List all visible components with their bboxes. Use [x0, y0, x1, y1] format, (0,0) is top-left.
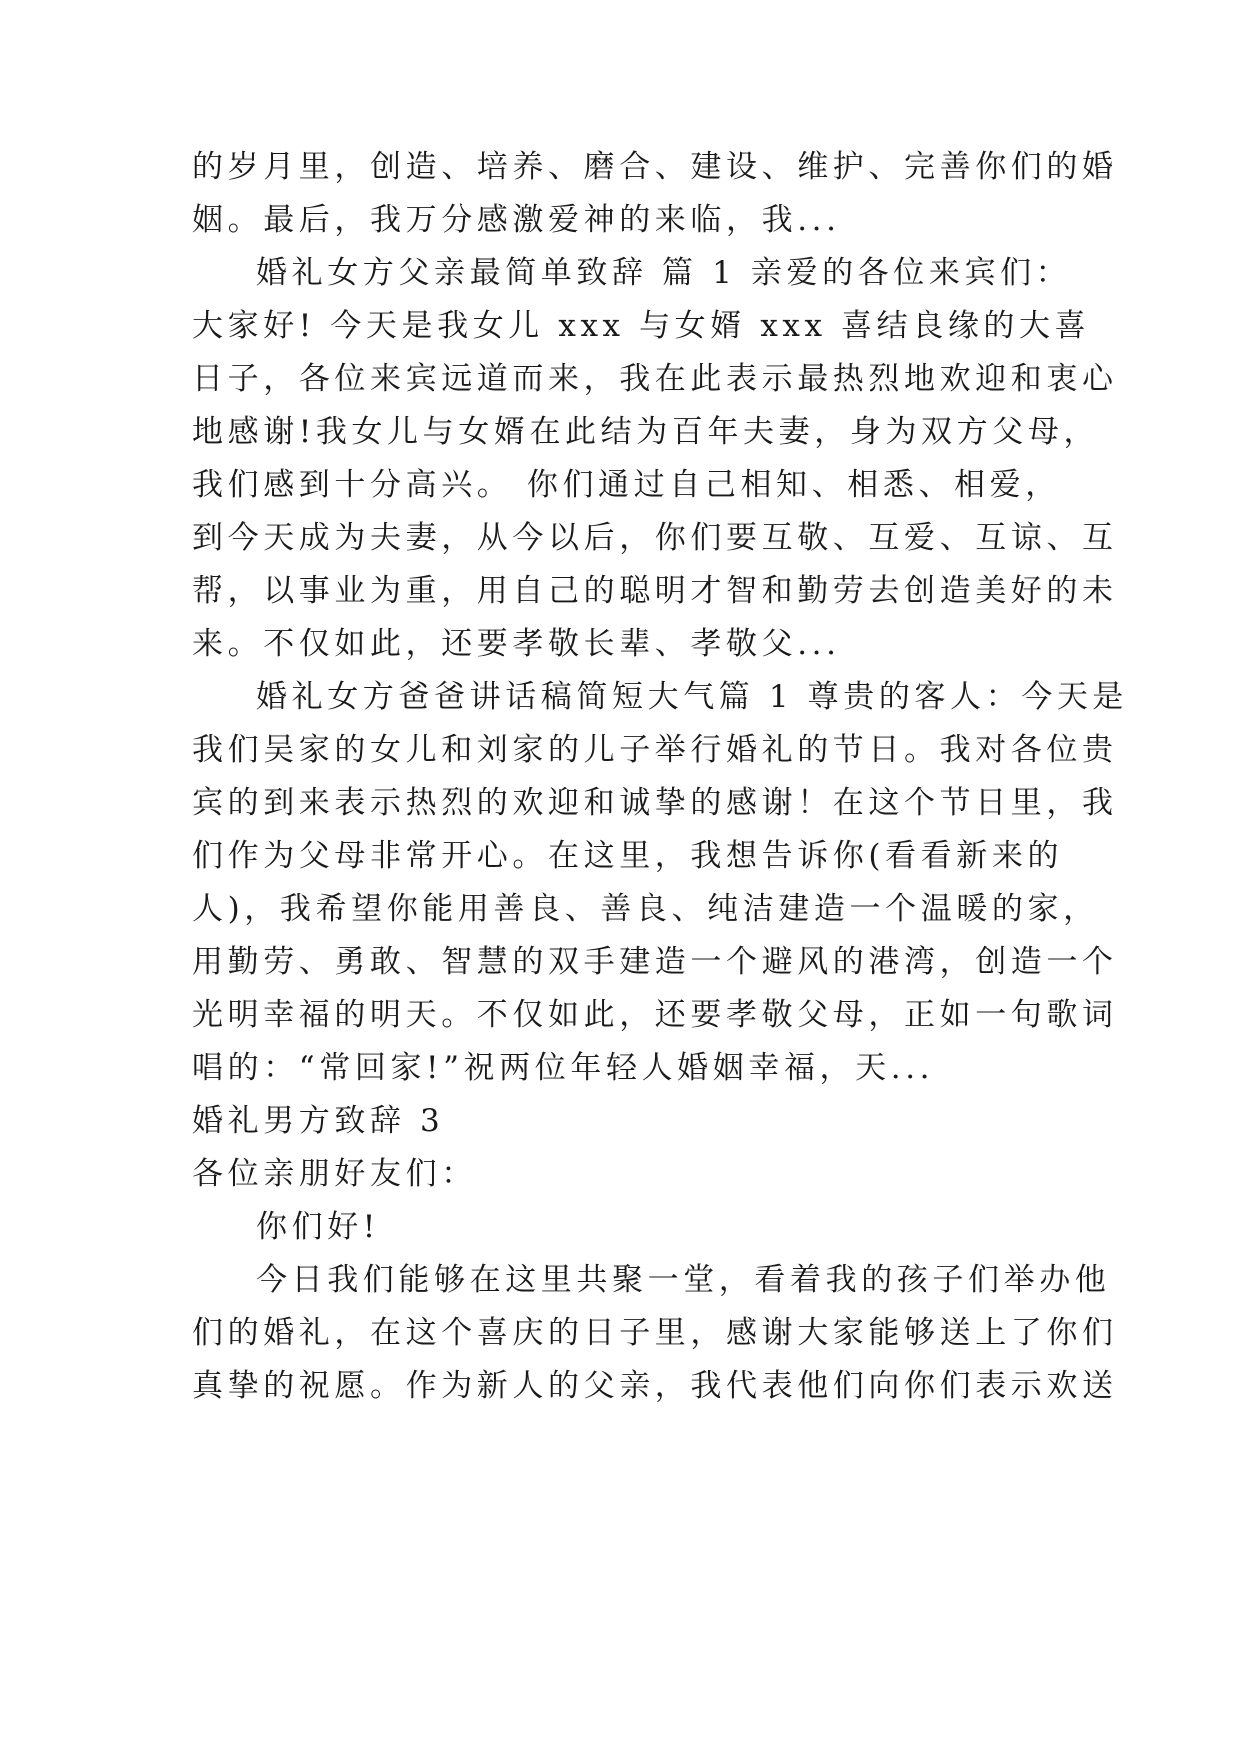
section-heading: 婚礼男方致辞 3	[192, 1103, 445, 1139]
paragraph-start-line: 婚礼女方爸爸讲话稿简短大气篇 1 尊贵的客人：今天是	[256, 679, 1129, 715]
text-line: 来。不仅如此，还要孝敬长辈、孝敬父...	[192, 626, 841, 662]
text-line: 我们感到十分高兴。 你们通过自己相知、相悉、相爱，	[192, 467, 1061, 503]
text-line: 的岁月里，创造、培养、磨合、建设、维护、完善你们的婚	[192, 149, 1118, 185]
text-line: 日子，各位来宾远道而来，我在此表示最热烈地欢迎和衷心	[192, 361, 1118, 397]
text-line: 大家好! 今天是我女儿 xxx 与女婿 xxx 喜结良缘的大喜	[192, 308, 1091, 344]
text-line: 们作为父母非常开心。在这里，我想告诉你(看看新来的	[192, 838, 1064, 874]
text-line: 地感谢!我女儿与女婿在此结为百年夫妻，身为双方父母，	[192, 414, 1100, 450]
text-line: 人)，我希望你能用善良、善良、纯洁建造一个温暖的家，	[192, 891, 1099, 927]
text-line: 光明幸福的明天。不仅如此，还要孝敬父母，正如一句歌词	[192, 997, 1118, 1033]
text-line: 到今天成为夫妻，从今以后，你们要互敬、互爱、互谅、互	[192, 520, 1118, 556]
paragraph-start-line: 今日我们能够在这里共聚一堂，看着我的孩子们举办他	[256, 1262, 1111, 1298]
text-line: 宾的到来表示热烈的欢迎和诚挚的感谢！在这个节日里，我	[192, 785, 1118, 821]
text-line: 姻。最后，我万分感激爱神的来临，我...	[192, 202, 841, 238]
paragraph-start-line: 婚礼女方父亲最简单致辞 篇 1 亲爱的各位来宾们：	[256, 255, 1072, 291]
greeting: 你们好!	[256, 1209, 380, 1245]
text-line: 唱的：“常回家!”祝两位年轻人婚姻幸福，天...	[192, 1050, 935, 1086]
salutation: 各位亲朋好友们：	[192, 1156, 477, 1192]
text-line: 我们吴家的女儿和刘家的儿子举行婚礼的节日。我对各位贵	[192, 732, 1118, 768]
text-line: 真挚的祝愿。作为新人的父亲，我代表他们向你们表示欢送	[192, 1368, 1118, 1404]
text-line: 帮，以事业为重，用自己的聪明才智和勤劳去创造美好的未	[192, 573, 1118, 609]
text-line: 用勤劳、勇敢、智慧的双手建造一个避风的港湾，创造一个	[192, 944, 1118, 980]
text-line: 们的婚礼，在这个喜庆的日子里，感谢大家能够送上了你们	[192, 1315, 1118, 1351]
